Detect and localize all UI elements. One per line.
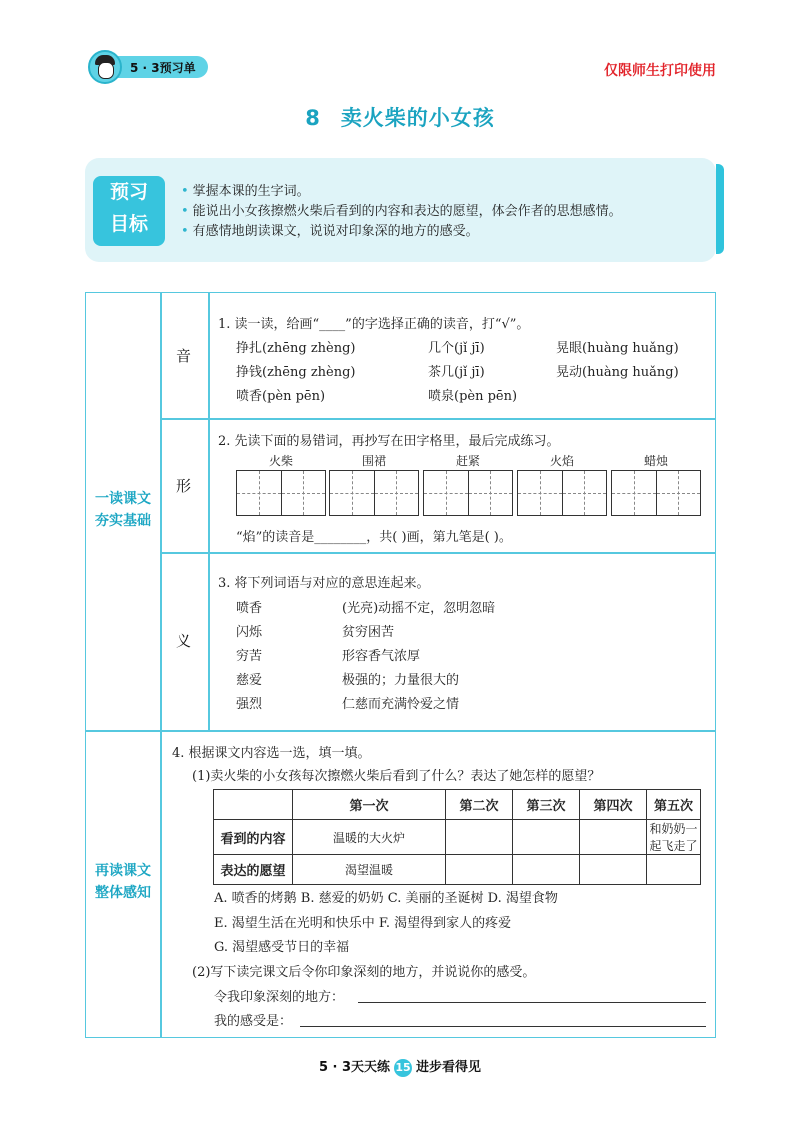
q4-1-prompt: (1)卖火柴的小女孩每次擦燃火柴后看到了什么？表达了她怎样的愿望？	[192, 769, 601, 784]
footer-left: 5 · 3天天练	[318, 1060, 391, 1075]
match-word[interactable]: 闪烁	[236, 625, 263, 640]
col-header: 第三次	[513, 790, 580, 820]
q1-item: 晃眼(huàng huǎng)	[556, 341, 679, 356]
q1-item: 挣钱(zhēng zhèng)	[236, 365, 356, 380]
table-cell[interactable]: 渴望温暖	[293, 855, 446, 885]
word-label: 围裙	[361, 454, 386, 468]
tian-grid[interactable]	[236, 470, 326, 516]
goals-label-line2: 目标	[109, 213, 148, 235]
table-header-row	[214, 790, 701, 820]
header-badge	[88, 50, 208, 84]
row-header: 看到的内容	[214, 820, 293, 855]
tian-grid[interactable]	[517, 470, 607, 516]
q3-prompt: 3. 将下列词语与对应的意思连起来。	[218, 576, 430, 591]
word-label: 火焰	[549, 454, 574, 468]
col-header: 第二次	[446, 790, 513, 820]
table-row	[214, 820, 701, 855]
label-form: 形	[175, 477, 191, 495]
tian-grid[interactable]	[329, 470, 419, 516]
goals-label-line1: 预习	[109, 181, 148, 203]
word-label: 火柴	[268, 454, 293, 468]
match-meaning[interactable]: 仁慈而充满怜爱之情	[342, 697, 460, 712]
answer-line[interactable]	[300, 1026, 706, 1027]
footer	[0, 1056, 800, 1077]
table-cell[interactable]	[513, 855, 580, 885]
match-meaning[interactable]: 极强的；力量很大的	[342, 673, 460, 688]
q4-2-prompt: (2)写下读完课文后令你印象深刻的地方，并说说你的感受。	[192, 965, 536, 980]
lesson-title: 卖火柴的小女孩	[340, 106, 495, 130]
q1-item: 茶几(jǐ jī)	[428, 365, 485, 380]
col-header: 第五次	[647, 790, 701, 820]
q1-item: 晃动(huàng huǎng)	[556, 365, 679, 380]
divider	[160, 552, 716, 554]
table-cell[interactable]	[513, 820, 580, 855]
goal-item: • 掌握本课的生字词。	[181, 184, 310, 199]
q4-option: G. 渴望感受节日的幸福	[214, 940, 350, 955]
print-note: 仅限师生打印使用	[604, 63, 716, 79]
divider	[160, 292, 162, 1038]
table-cell[interactable]	[446, 820, 513, 855]
goals-label	[93, 176, 165, 246]
q2-prompt: 2. 先读下面的易错词，再抄写在田字格里，最后完成练习。	[218, 434, 560, 449]
divider	[85, 730, 716, 732]
q1-item: 喷香(pèn pēn)	[236, 389, 326, 404]
lesson-number: 8	[305, 106, 321, 130]
page-number: 15	[394, 1059, 412, 1077]
goal-item: • 能说出小女孩擦燃火柴后看到的内容和表达的愿望，体会作者的思想感情。	[181, 204, 622, 219]
q4-table	[213, 789, 701, 885]
divider	[160, 418, 716, 420]
goals-side-tab	[716, 164, 724, 254]
section-label-basics: 一读课文 夯实基础	[95, 491, 151, 529]
footer-right: 进步看得见	[416, 1060, 482, 1075]
table-cell[interactable]	[580, 820, 647, 855]
row-header: 表达的愿望	[214, 855, 293, 885]
match-word[interactable]: 强烈	[236, 697, 263, 712]
match-word[interactable]: 喷香	[236, 601, 263, 616]
answer-line[interactable]	[358, 1002, 706, 1003]
col-header: 第四次	[580, 790, 647, 820]
q4-option: E. 渴望生活在光明和快乐中 F. 渴望得到家人的疼爱	[214, 916, 512, 931]
tian-grid[interactable]	[611, 470, 701, 516]
q2-fill: “焰”的读音是________，共( )画，第九笔是( )。	[236, 530, 512, 545]
q1-prompt: 1. 读一读，给画“____”的字选择正确的读音，打“√”。	[218, 317, 530, 332]
label-meaning: 义	[175, 632, 191, 650]
page-title	[0, 102, 800, 132]
q1-item: 挣扎(zhēng zhèng)	[236, 341, 356, 356]
label-sound: 音	[175, 347, 191, 365]
table-cell[interactable]: 和奶奶一起飞走了	[647, 820, 701, 855]
match-meaning[interactable]: 贫穷困苦	[342, 625, 395, 640]
word-label: 赶紧	[455, 454, 480, 468]
col-header: 第一次	[293, 790, 446, 820]
blank-label: 我的感受是：	[214, 1014, 293, 1029]
word-label: 蜡烛	[643, 454, 668, 468]
table-row	[214, 855, 701, 885]
match-word[interactable]: 穷苦	[236, 649, 263, 664]
q1-item: 几个(jǐ jī)	[428, 341, 485, 356]
match-meaning[interactable]: 形容香气浓厚	[342, 649, 421, 664]
goal-item: • 有感情地朗读课文，说说对印象深的地方的感受。	[181, 224, 479, 239]
mascot-icon	[88, 50, 122, 84]
badge-text: 5 · 3预习单	[112, 56, 208, 78]
q4-option: A. 喷香的烤鹅 B. 慈爱的奶奶 C. 美丽的圣诞树 D. 渴望食物	[214, 891, 558, 906]
q1-item: 喷泉(pèn pēn)	[428, 389, 518, 404]
tian-grid[interactable]	[423, 470, 513, 516]
preview-goals-box	[85, 158, 716, 262]
match-meaning[interactable]: (光亮)动摇不定，忽明忽暗	[342, 601, 496, 616]
table-cell[interactable]	[446, 855, 513, 885]
table-cell[interactable]	[647, 855, 701, 885]
q4-prompt: 4. 根据课文内容选一选，填一填。	[172, 746, 371, 761]
goals-list	[181, 182, 622, 242]
table-cell[interactable]	[580, 855, 647, 885]
table-cell[interactable]: 温暖的大火炉	[293, 820, 446, 855]
blank-label: 令我印象深刻的地方：	[214, 990, 345, 1005]
divider	[208, 292, 210, 730]
match-word[interactable]: 慈爱	[236, 673, 263, 688]
section-label-overview: 再读课文 整体感知	[95, 863, 151, 901]
